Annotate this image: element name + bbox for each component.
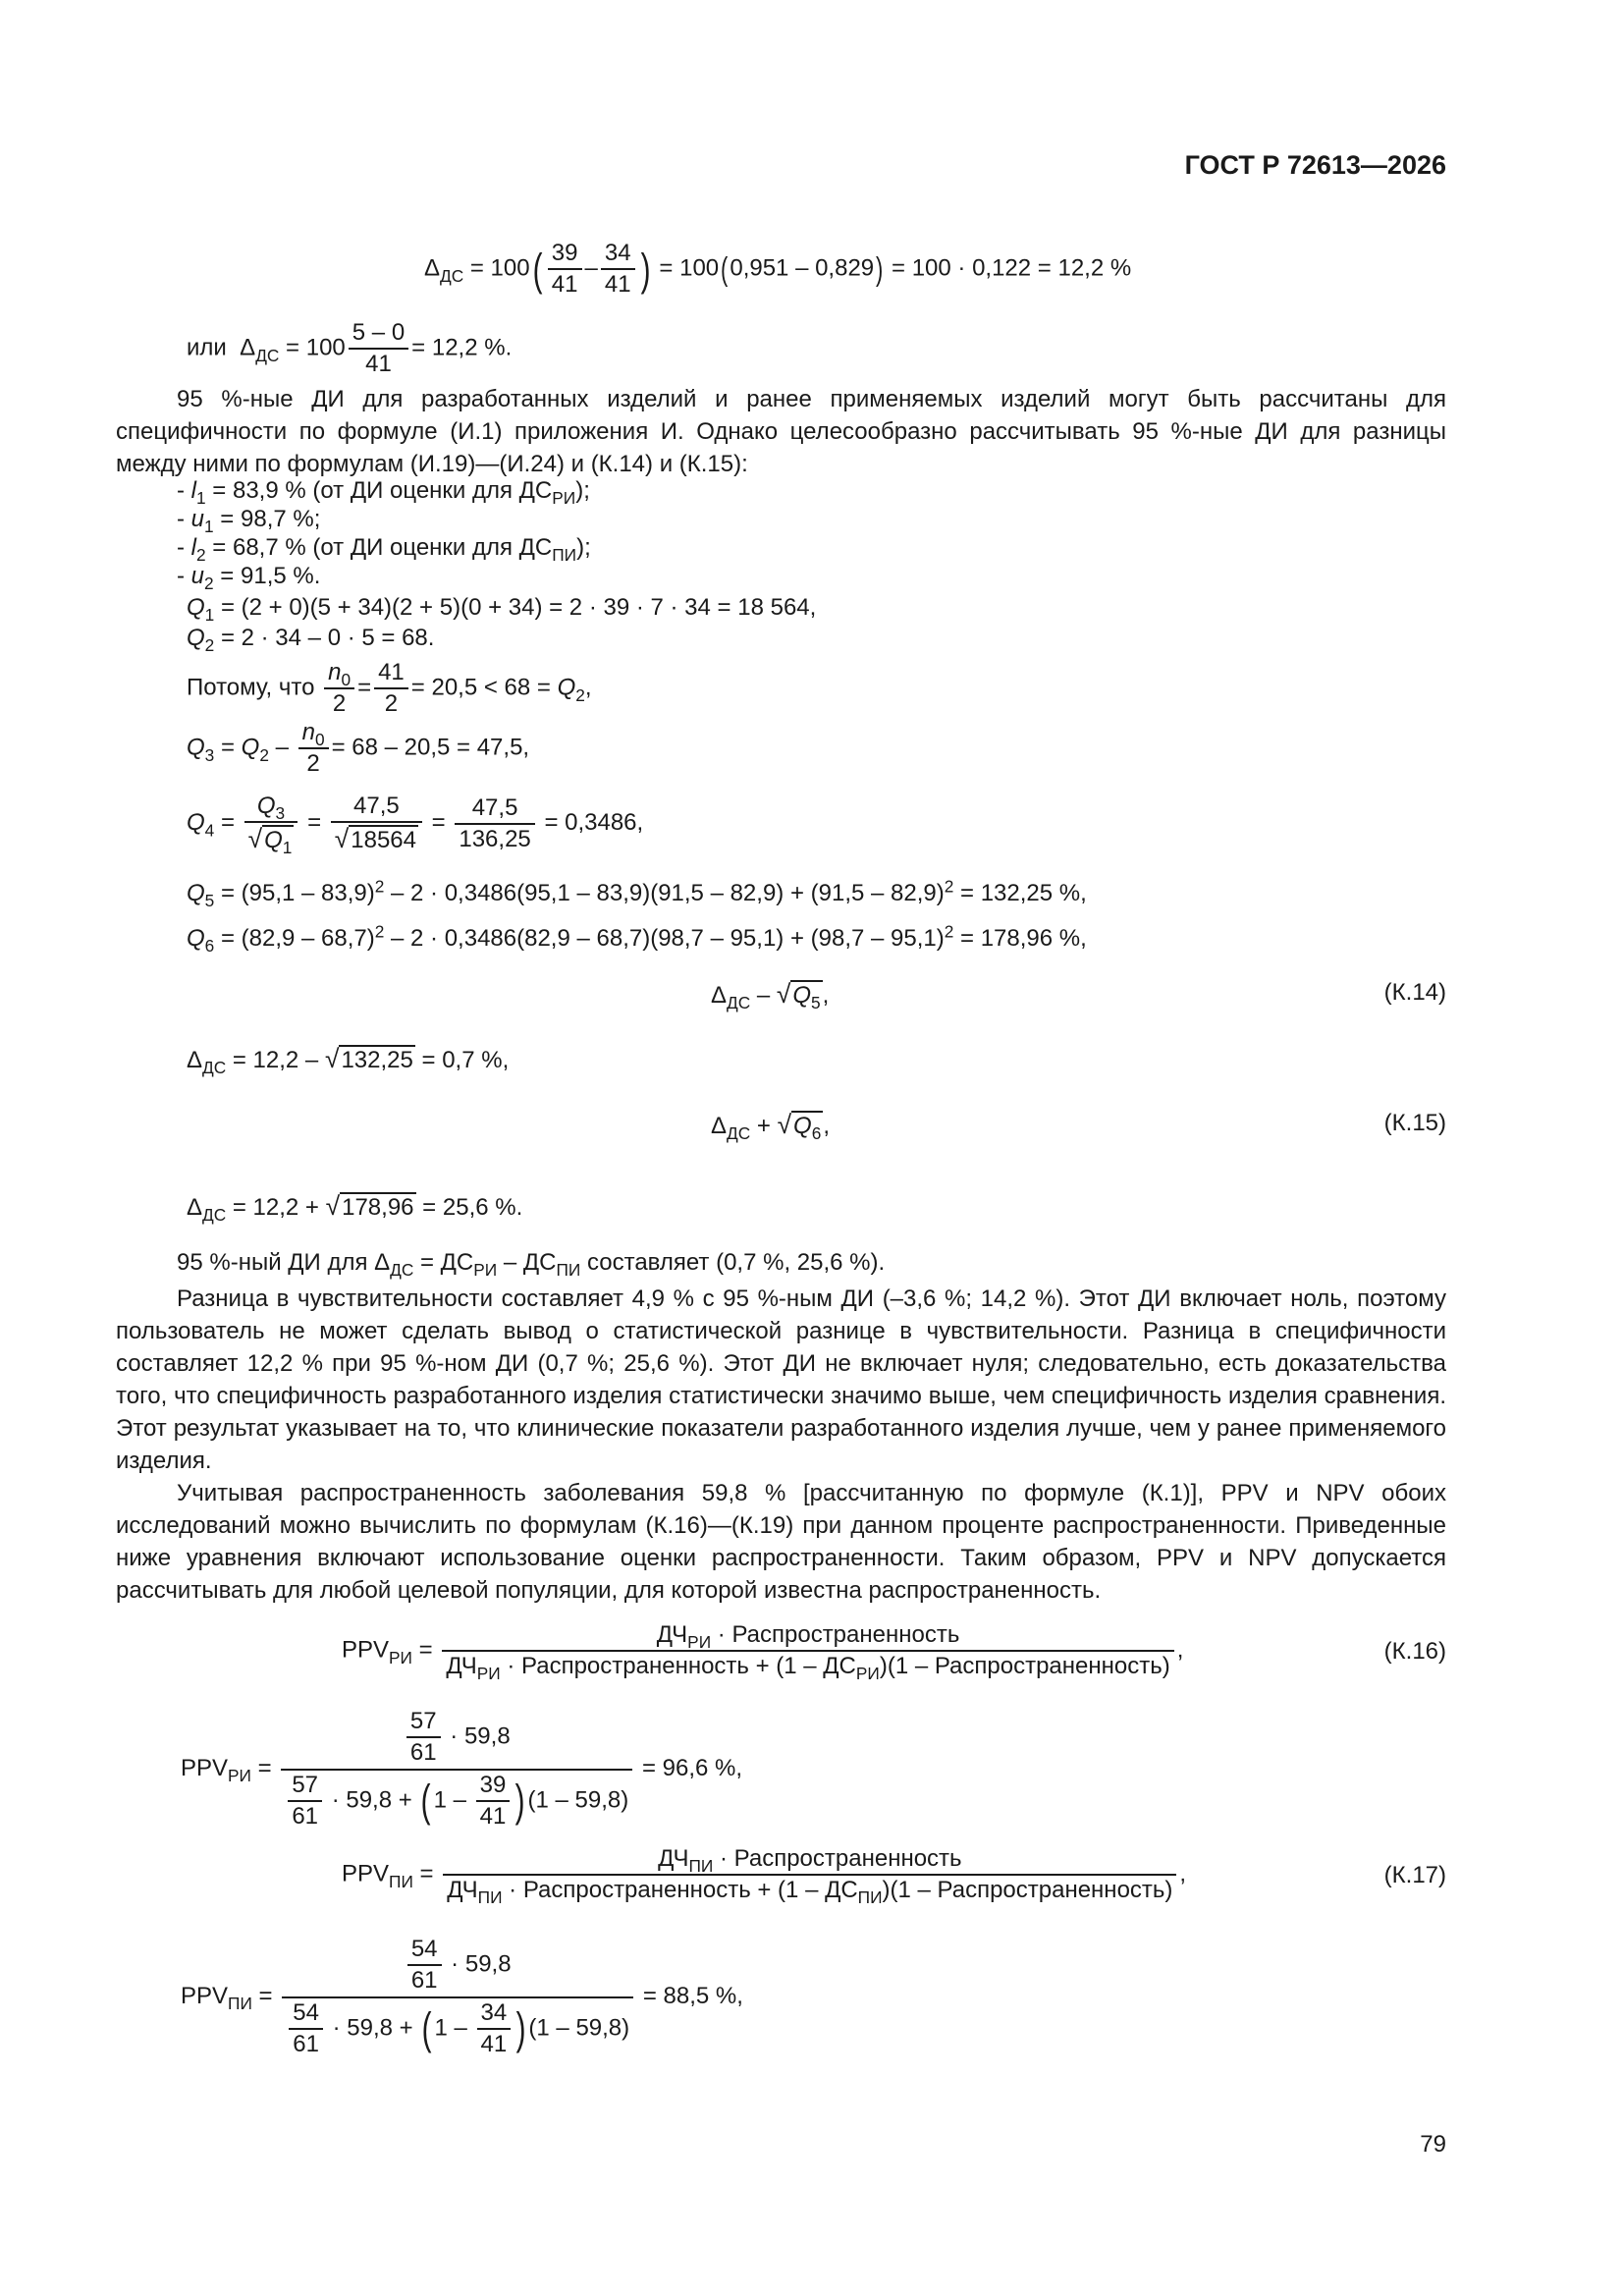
equation-q2: $Q_2 = 2 \cdot 34 - 0 \cdot 5 = 68$. [187,625,435,656]
bound-item: - $l_2 = 68,7$ % (от ДИ оценки для $ДС_{ПИ}$); [177,534,591,566]
fraction: $\frac{57}{61}$ [406,1709,441,1767]
fraction: $\frac{47,5}{136,25}$ [455,795,534,853]
equation-k16: $PPV_{РИ}$ = $ДЧ_{РИ}$ · Распространенность $ДЧ_{РИ}$ · Распространенность + $(1 - ДС_{РИ})(1$ – Распространенность) , [342,1621,1184,1684]
equation-q1: $Q_1 = (2 + 0)(5 + 34)(2 + 5)(0 + 34) = 2 \cdot 39 \cdot 7 \cdot 34 = 18$ 564, [187,594,817,626]
equation-number: (К.17) [1383,1862,1446,1888]
equation-number: (К.16) [1383,1638,1446,1665]
fraction: $\frac{5 - 0}{41}$ [349,320,408,378]
page-number: 79 [1420,2131,1446,2158]
equation-q4: $Q_4$ = $\frac{Q_3}{√Q_1}$ = $\frac{47,5}{√18564}$ = $\frac{47,5}{136,25}$ = 0,3486, [187,793,644,858]
fraction: $\frac{34}{41}$ [601,241,635,299]
fraction: $\frac{n_0}{2}$ [324,660,354,718]
fraction: $\frac{39}{41}$ [476,1773,511,1831]
fraction: $ДЧ_{ПИ}$ · Распространенность $ДЧ_{ПИ}$ · Распространенность + $(1 - ДС_{ПИ})(1$ – Распространенность) [443,1846,1176,1904]
equation-q3: $Q_3 = Q_2$ – $\frac{n_0}{2}$ = 68 – 20,5 = 47,5, [187,719,530,778]
equation-delta-ds-1: $\Delta_{ДС} = 100$( $\frac{39}{41}$ – $\frac{34}{41}$ ) = 100(0,951 – 0,829) = 100 · 0,122 = 12,2 % [424,240,1132,299]
fraction: $\frac{54}{61}$ [407,1937,442,1995]
equation-k14: $\Delta_{ДС} - √Q_5$, [711,979,830,1013]
bound-item: - $u_1 = 98,7$ %; [177,506,321,537]
equation-k15: $\Delta_{ДС} + √Q_6$, [711,1110,830,1144]
equation-k16-calc: $PPV_{РИ}$ = $\frac{57}{61}$ · 59,8 $\frac{57}{61}$ · 59,8 + ( 1 – $\frac{39}{41}$ ) (1 – 59,8) = 96,6 %, [181,1708,743,1831]
fraction: $\frac{39}{41}$ [548,241,582,299]
equation-potomu: Потому, что $\frac{n_0}{2}$ = $\frac{41}{2}$ = $20,5 < 68 = Q_2$, [187,659,592,718]
fraction: $\frac{54}{61}$ [289,2000,323,2058]
fraction: $ДЧ_{РИ}$ · Распространенность $ДЧ_{РИ}$ · Распространенность + $(1 - ДС_{РИ})(1$ – Распространенность) [442,1622,1173,1680]
fraction: $\frac{47,5}{√18564}$ [331,793,422,854]
paragraph-sensitivity-difference: Разница в чувствительности составляет 4,9 % с 95 %-ным ДИ (–3,6 %; 14,2 %). Этот ДИ включает ноль, поэтому пользователь не может сделать вывод о статистической разнице в чувствительности. Разница в специфичности составляет 12,2 % при 95 %-ном ДИ (0,7 %; 25,6 %). Этот ДИ не включает нуля; следовательно, есть доказательства того, что специфичность разработанного изделия статистически значимо выше, чем специфичность изделия сравнения. Этот результат указывает на то, что клинические показатели разработанного изделия лучше, чем у ранее применяемого изделия. [116,1285,1446,1474]
equation-k15-calc: $\Delta_{ДС} = 12,2 + √178,96 = 25,6$ %. [187,1191,523,1226]
document-header: ГОСТ Р 72613—2026 [1184,150,1446,180]
fraction: $\frac{41}{2}$ [374,660,408,718]
fraction: $\frac{54}{61}$ · 59,8 $\frac{54}{61}$ · 59,8 + ( 1 – $\frac{34}{41}$ ) (1 – 59,8) [282,1937,633,2058]
equation-number: (К.14) [1383,979,1446,1006]
fraction: $\frac{Q_3}{√Q_1}$ [244,793,298,854]
equation-q6: $Q_6 = (82,9 - 68,7)^2 - 2 \cdot 0,3486(82,9 - 68,7)(98,7 - 95,1) + (98,7 - 95,1)^2 = 178,96$ %, [187,921,1087,957]
paragraph-confidence-intervals: 95 %-ные ДИ для разработанных изделий и ранее применяемых изделий могут быть рассчитаны для специфичности по формуле (И.1) приложения И. Однако целесообразно рассчитывать 95 %-ные ДИ для разницы между ними по формулам (И.19)—(И.24) и (К.14) и (К.15): [116,386,1446,477]
equation-q5: $Q_5 = (95,1 - 83,9)^2 - 2 \cdot 0,3486(95,1 - 83,9)(91,5 - 82,9) + (91,5 - 82,9)^2 = 132,25$ %, [187,876,1087,911]
equation-delta-ds-2: или $\Delta_{ДС} = 100$ $\frac{5 - 0}{41}$ = 12,2 %. [187,319,513,378]
equation-k17: $PPV_{ПИ}$ = $ДЧ_{ПИ}$ · Распространенность $ДЧ_{ПИ}$ · Распространенность + $(1 - ДС_{ПИ})(1$ – Распространенность) , [342,1845,1187,1908]
fraction: $\frac{57}{61}$ [288,1773,322,1831]
equation-k17-calc: $PPV_{ПИ}$ = $\frac{54}{61}$ · 59,8 $\frac{54}{61}$ · 59,8 + ( 1 – $\frac{34}{41}$ ) (1 – 59,8) = 88,5 %, [181,1936,743,2058]
fraction: $\frac{n_0}{2}$ [298,720,329,778]
fraction: $\frac{57}{61}$ · 59,8 $\frac{57}{61}$ · 59,8 + ( 1 – $\frac{39}{41}$ ) (1 – 59,8) [281,1709,632,1831]
fraction: $\frac{34}{41}$ [477,2000,512,2058]
bound-item: - $l_1 = 83,9$ % (от ДИ оценки для $ДС_{РИ}$); [177,477,590,509]
bound-item: - $u_2 = 91,5$ %. [177,563,321,594]
ci-summary-line: 95 %-ный ДИ для $\Delta_{ДС} = ДС_{РИ} - ДС_{ПИ}$ составляет (0,7 %, 25,6 %). [177,1249,886,1281]
paragraph-prevalence: Учитывая распространенность заболевания 59,8 % [рассчитанную по формуле (К.1)], PPV и NPV обоих исследований можно вычислить по формулам (К.16)—(К.19) при данном проценте распространенности. Приведенные ниже уравнения включают использование оценки распространенности. Таким образом, PPV и NPV допускается рассчитывать для любой целевой популяции, для которой известна распространенность. [116,1480,1446,1604]
equation-number: (К.15) [1383,1110,1446,1136]
equation-k14-calc: $\Delta_{ДС} = 12,2 - √132,25 = 0,7$ %, [187,1044,510,1078]
